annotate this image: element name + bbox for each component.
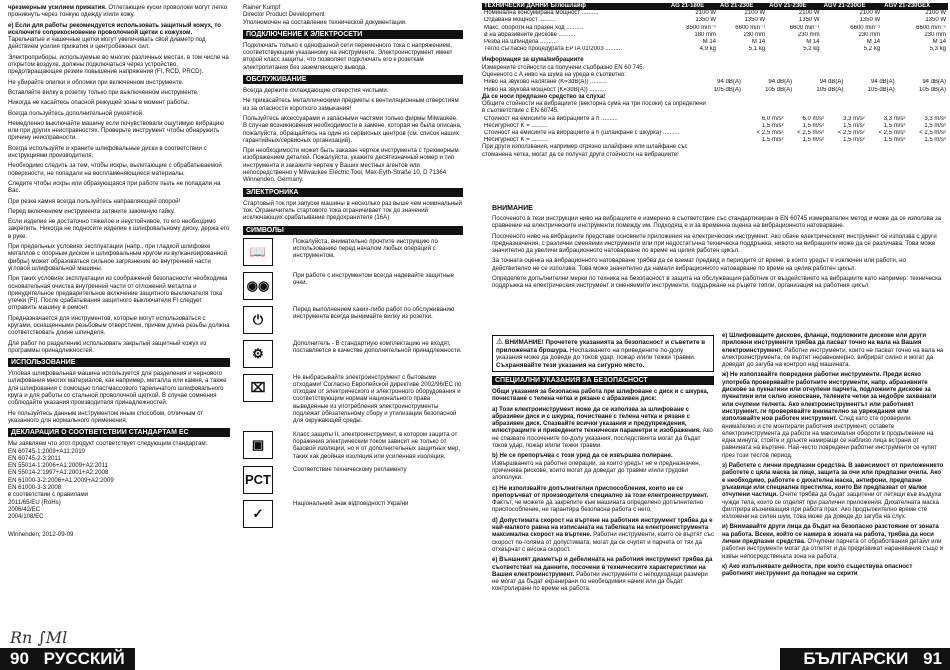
- symbol-description: Соответствие техническому регламенту: [293, 465, 407, 473]
- symbol-row: [243, 272, 463, 300]
- right-col2-paragraph: e) Шлифоващите дискове, фланци, подложните дискове или други приложни инструменти трябва да пасват точно на вала на Вашия електроинструмент. Работни инструменти, които не пасват точно на вала на електроинструмента, се въртят неравномерно, вибрират силно и могат да доведат до загуба на контрол над машината.: [722, 332, 944, 369]
- symbol-description: Класс защиты II, электроинструмент, в котором защита от поражения электрическим током зависит не только от базовой изоляции, но и от дополнительных защитных мер, таких как двойная изоляция или усиленная изоляция.: [293, 430, 461, 460]
- right-page-number: 91: [923, 649, 942, 668]
- right-column-1: [492, 202, 946, 332]
- class-two-icon: ▣: [243, 431, 273, 459]
- row-value: 2100 W: [798, 10, 820, 17]
- row-value: < 2,5 m/s²: [756, 130, 784, 137]
- right-col1b-paragraph: d) Допустимата скорост на въртене на работния инструмент трябва да е най-малкото равна на изписаната на табелката на електроинструмента максимална скорост на въртене. Работни инструменти, които се въртят със скорост по-голяма от допустимата, могат да се счупят и парчета от тях да отхвърчат с висока скорост.: [492, 516, 714, 553]
- symbol-description: При работе с инструментом всегда надевайте защитные очки.: [293, 271, 454, 286]
- right-column-1b: [492, 332, 714, 644]
- row-value: 1350 W: [695, 17, 716, 24]
- left-col1-paragraph: Всегда пользуйтесь дополнительной рукояткой.: [8, 109, 144, 117]
- row-value: < 2,5 m/s²: [837, 130, 865, 137]
- left-col1-paragraph: Никогда не касайтесь опасной режущей зоны в момент работы.: [8, 99, 190, 107]
- symbol-row: [243, 500, 463, 528]
- symbol-description: Національний знак відповідності України: [293, 499, 409, 507]
- tech-data-row: [482, 17, 948, 24]
- row-value: 2100 W: [859, 10, 881, 17]
- row-value: 230 mm: [797, 31, 820, 38]
- row-value: 6,0 m/s²: [761, 115, 784, 122]
- vibration-intro: Общите стойности на вибрациите (векторна сума на три посоки) са определени в съответствие с EN 60745.: [482, 101, 706, 115]
- left-page-number: 90: [10, 649, 29, 668]
- right-language-label: БЪЛГАРСКИ: [803, 649, 909, 668]
- tech-data-table: [482, 3, 948, 53]
- right-footer: [780, 648, 950, 670]
- left-page-russian: [0, 0, 470, 670]
- row-value: 1,5 m/s²: [843, 137, 865, 144]
- model-header: AGV 21-230GEX: [882, 3, 948, 10]
- left-col1-paragraph: чрезмерным усилием прижатия. Отлетающие куски проволоки могут легко проникнуть через тонкую одежду и/или кожу.: [8, 4, 228, 19]
- row-value: M 14: [751, 39, 766, 46]
- row-value: 105 dB(A): [867, 86, 895, 93]
- ukraine-mark-icon: ✓: [243, 500, 273, 528]
- left-col2-paragraph: Всегда держите охлаждающие отверстия чистыми.: [243, 87, 389, 95]
- row-value: 94 dB(A): [717, 79, 741, 86]
- row-value: M 14: [866, 39, 881, 46]
- left-col1-paragraph: Вставляйте вилку в розетку только при выключенном инструменте.: [8, 88, 199, 96]
- row-label: Стойност на емисиите на вибрациите a h (шлайфане с шкурка) ..........: [484, 130, 680, 137]
- right-page-bulgarian: [482, 0, 950, 670]
- right-col2-paragraph: з) Работете с лични предпазни средства. В зависимост от приложението работете с цяла маска за лице, защита за очи или предпазни очила. Ако е необходимо, работете с дихателна маска, антифони, предпазни ръкавици или специална престилка, които Ви предпазват от малки отчупени частици. Очите трябва да бъдат защитени от летящи във въздуха чужди тела, които се отделят при различни приложения. Дихателната маска филтрира възникващия при работа прах. Ако продължително време сте изложени на силен шум, това може да доведе до загуба на слух.: [722, 462, 944, 521]
- row-value: 1350 W: [798, 17, 820, 24]
- row-value: 1350 W: [744, 17, 766, 24]
- right-col2-paragraph: к) Ако изпълнявате дейности, при които съществува опасност работният инструмент да попадне на скрити: [722, 562, 913, 578]
- goggles-icon: ◉◉: [243, 272, 273, 300]
- row-value: 230 mm: [924, 31, 946, 38]
- row-value: 2100 W: [925, 10, 946, 17]
- right-col1-paragraph: Посоченото в тези инструкции ниво на вибрациите е измерено в съответствие със стандартизиран в EN 60745 измервателен метод и може да се използва за сравнение на електрическите инструменти помежду им. Подходящ е и за временна оценка на вибрационното натоварване.: [492, 215, 942, 230]
- model-header: AG 21-180E: [669, 3, 718, 10]
- symbol-description: Не выбрасывайте электроинструмент с бытовыми отходами! Согласно Европейской директиве 2002/96/ЕС по отходам от электрического и электронного оборудования и соответствующим нормам национального права выведенные из употребления электроинструменты подлежат обязательному сбору и утилизации безопасной для окружающей среды.: [293, 373, 462, 425]
- row-value: 1,5 m/s²: [843, 122, 865, 129]
- left-col2-paragraph: Пользуйтесь аксессуарами и запасными частями только фирмы Milwaukee. В случае возникновения необходимости в замене, которая не была описана, пожалуйста, обращайтесь на один из сервисных центров (см. список наших гарантийных/сервисных организаций).: [243, 114, 462, 144]
- row-value: < 2,5 m/s²: [919, 130, 946, 137]
- model-header: AGV 21-230GE: [822, 3, 883, 10]
- left-column-1: [8, 4, 230, 644]
- left-col2-paragraph: Не прикасайтесь металлическими предметы к вентиляционным отверстиям из за опасности короткого замыкания!: [243, 97, 459, 112]
- noise-row: [482, 79, 948, 86]
- symbol-row: [243, 431, 463, 460]
- left-col2-paragraph: Rainer Kumpf Director Product Development Уполномочен на составление технической документации.: [243, 4, 407, 26]
- row-value: 1,5 m/s²: [761, 122, 784, 129]
- vibration-row: [482, 116, 948, 123]
- row-value: 8500 min⁻¹: [686, 24, 716, 31]
- special-safety-instructions: [492, 376, 714, 593]
- left-col1-paragraph: Угловая шлифовальная машина используется для разделения и чернового шлифования многих материалов, как например, металла или камня, а также для шлифования с помощью пластмассового тарельчатого шлифовального круга и для работы со стальной проволочной щеткой. В случае сомнения соблюдайте указания производителя принадлежностей.: [8, 370, 227, 407]
- left-language-label: РУССКИЙ: [43, 649, 125, 668]
- row-value: 6,0 m/s²: [802, 115, 825, 122]
- row-value: 2100 W: [695, 10, 716, 17]
- right-col1b-paragraph: Общи указания за безопасна работа при шлифоване с диск и с шкурка, почистване с телена четка и рязане с абразивен диск:: [492, 388, 709, 403]
- symbol-description: Дополнитель - В стандартную комплектацию не входят, поставляется в качестве дополнительной принадлежности.: [293, 339, 462, 354]
- row-value: 5,3 kg: [929, 46, 946, 53]
- row-label: Несигурност K = ..........: [484, 137, 549, 144]
- row-value: 4,9 kg: [699, 46, 716, 53]
- left-col1-paragraph: При предельных условиях эксплуатации (напр., при гладкой шлифовке металлов с опорным диском и шлифовальным кругом из вулканизированной фибры) может образоваться сильное загрязнение во внутренней части угловой шлифовальной машины.: [8, 243, 227, 272]
- symbol-description: Перед выполнением каких-либо работ по обслуживанию инструмента всегда вынимайте вилку из розетки.: [293, 305, 455, 320]
- right-col2-paragraph: и) Внимавайте други лица да бъдат на безопасно разстояние от зоната на работа. Всеки, който се намира в зоната на работа, трябва да носи лични предпазни средства. Отчупени парчета от обработвания детайл или работни инструменти могат да отлетят и да предизвикат наранявания също и извън непосредствената зона на работа.: [722, 523, 944, 560]
- left-col1-paragraph: Перед включением инструмента затяните зажимную гайку.: [8, 207, 175, 215]
- row-value: 1350 W: [925, 17, 946, 24]
- right-col1b-paragraph: b) Не се препоръчва с този уред да се извършва полиране. Извършването на работни операции, за които уредът не е предназначен, причинява рисковe, които могат да доведат до травми и/или трудови злополуки.: [492, 452, 701, 482]
- left-col1-section-heading: ИСПОЛЬЗОВАНИЕ: [8, 358, 230, 367]
- row-value: 1350 W: [859, 17, 881, 24]
- row-label: ø на абразивните дискове ..........: [484, 31, 576, 38]
- symbol-row: [243, 466, 463, 494]
- row-value: < 2,5 m/s²: [878, 130, 906, 137]
- left-col1-paragraph: e) Если для работы рекомендуется использовать защитный кожух, то исключите соприкосновение проволочной щетки с кожухом. Тарельчатые и чашечные щетки могут увеличивать свой диаметр под действием усилия прижатия и центробежных сил.: [8, 21, 222, 51]
- left-col1-paragraph: Необходимо следить за тем, чтобы искры, вылетающие с обрабатываемой поверхности, не попадали на воспламеняющиеся материалы.: [8, 162, 222, 177]
- safety-warning-text: ВНИМАНИЕ! Прочетете указанията за безопасност и съветите в приложената брошура. Неспазването на приведените по-долу указания може да доведе до токов удар, пожар и/или тежки травми. Съхранявайте тези указания на сигурно място.: [496, 339, 706, 369]
- model-header: AGV 21-230E: [767, 3, 821, 10]
- left-col1-paragraph: Предназначается для инструментов, которые могут использоваться с кругами, оснащенными резьбовым отверстием, причем длина резьбы должна соответствовать длине шпинделя.: [8, 314, 230, 337]
- left-col2-section-heading: ПОДКЛЮЧЕНИЕ К ЭЛЕКТРОСЕТИ: [243, 30, 463, 39]
- row-value: 94 dB(A): [922, 79, 946, 86]
- row-value: 6600 min⁻¹: [850, 24, 881, 31]
- right-col1-subheading: ВНИМАНИЕ: [492, 205, 533, 212]
- signature: Rn ∫Ml: [10, 628, 68, 647]
- right-col1b-paragraph: a) Този електроинструмент може да се използва за шлифоване с абразивен диск и с шкурка, почистване с телена четка и рязане с абразивен диск. Спазвайте всички указания и предупреждения, илюстрациите и приведените технически параметри и изображения. Ако не спазвате посочените по-долу указания, последствията могат да бъдат токов удар, пожар и/или тежки травми.: [492, 405, 713, 450]
- left-col1-paragraph: Не пользуйтесь данным инструментом иным способом, отличным от указанного для нормального применения.: [8, 409, 204, 424]
- tech-data-row: [482, 39, 948, 46]
- row-value: 1,5 m/s²: [883, 122, 906, 129]
- row-label: Макс. обороти на празен ход ..........: [484, 24, 583, 31]
- vibration-note: При други използвания, например отрязно шлайфане или шлайфане със стоманена четка, могат да се получат други стойности на вибрациите!: [482, 144, 688, 158]
- tech-data-block: [482, 3, 948, 203]
- eac-mark-icon: PCT: [243, 466, 273, 494]
- row-value: 1,5 m/s²: [924, 137, 946, 144]
- unplug-icon: ⏻: [243, 306, 273, 334]
- row-value: 1,5 m/s²: [924, 122, 946, 129]
- right-col1b-paragraph: e) Външният диаметър и дебелината на работния инструмент трябва да съответстват на данните, посочени в техническите характеристики на Вашия електроинструмент. Работни инструменти с неподходящи размери не могат да бъдат екранирани по необходимия начин или да бъдат контролирани по време на работа.: [492, 556, 713, 593]
- left-col2-paragraph: Подключать только к однофазной сети переменного тока с напряжением, соответствующим указанному на инструменте. Электроинструмент имеет второй класс защиты, что позволяет подключать его к розеткам электропитания без заземляющего вывода.: [243, 41, 453, 71]
- row-value: 3,3 m/s²: [883, 115, 906, 122]
- left-col2-section-heading: ОБСЛУЖИВАНИЕ: [243, 75, 463, 84]
- left-col1-paragraph: Если изделие не достаточно тяжелое и неустойчивое, то его необходимо закрепить. Никогда не подносите изделие к шлифовальному диску, держа его в руке.: [8, 218, 230, 240]
- symbol-row: [243, 306, 463, 334]
- row-value: 94 dB(A): [768, 79, 793, 86]
- row-value: 105 dB(A): [816, 86, 844, 93]
- noise-intro: Измерените стойности са получени съобразно EN 60 745.: [482, 64, 645, 71]
- left-column-2: [243, 4, 463, 644]
- row-value: 94 dB(A): [819, 79, 844, 86]
- right-column-2: [722, 332, 944, 644]
- left-col1-paragraph: Электроприборы, используемые во многих различных местах, в том числе на открытом воздухе, должны подключаться через устройство, предотвращающее резкие повышение напряжения (FI, RCD, PRCD).: [8, 53, 229, 76]
- left-column-2-text: [243, 4, 463, 235]
- row-value: 6600 min⁻¹: [789, 24, 820, 31]
- vibration-row: [482, 130, 948, 137]
- row-value: M 14: [806, 39, 820, 46]
- ear-protection-note: Да се носи предпазно средство за слуха!: [482, 93, 606, 100]
- row-value: 105 dB(A): [765, 86, 793, 93]
- warning-icon: ⚠: [496, 337, 504, 346]
- row-value: 5,2 kg: [803, 46, 820, 53]
- noise-table: [482, 79, 948, 93]
- row-value: 1,5 m/s²: [883, 137, 906, 144]
- left-col1-section-heading: ДЕКЛАРАЦИЯ О СООТВЕТСТВИИ СТАНДАРТАМ ЕС: [8, 428, 230, 437]
- right-col2-paragraph: ж) Не използвайте повредени работни инструменти. Преди всяко употреба проверявайте работните инструменти, напр. абразивните дискове за пукнатини или отчупени парчета, подложните дискове за пукнатини или силно износване, телените четки за недобре захванати или счупени телчета. Ако електроинструментът или работният инструмент, ги проверявайте внимателно за увреждания или използвайте нов работен инструмент. След като сте проверили внимателно и сте монтирали работния инструмент, оставете електроинструмента да работи на максимални обороти в продължение на една минута; стойте и дръжте намиращи се наблизо лица встрани от равнината на въртене. Най-често повредени работни инструменти се чупят през този тестов период.: [722, 371, 937, 459]
- left-col2-paragraph: При необходимости может быть заказан чертеж инструмента с трехмерным изображением деталей. Пожалуйста, укажите десятизначный номер и тип инструмента и закажите чертеж у Ваших местных агентов или непосредственно у Milwaukee Electric Tool, Max-Eyth-Straße 10, D 71364 Winnenden, Germany.: [243, 147, 459, 184]
- model-header: AG 21-230E: [718, 3, 767, 10]
- left-col1-paragraph: Мы заявляем что этот продукт соответствует следующим стандартам: EN 60745-1:2009+A11:2010 EN 60745-2-3:2011 EN 55014-1:2006+A1:2009+A2:2011 EN 55014-2:1997+A1:2001+A2:2008 EN 61000-3-2:2006+A1:2009+A2:2009 EN 61000-3-3:2008 в соответствии с правилами 2011/65/EU (RoHs) 2006/42/EC 2004/108/EC: [8, 440, 208, 521]
- right-col1-paragraph: За точната оценка на вибрационното натоварване трябва да се вземат предвид и периодите от време, в които уредът е изключен или работи, но действително не се използва. Това може значително да намали вибрационното натоварване по време на целия работен цикъл.: [492, 257, 906, 272]
- left-col2-section-heading: ЭЛЕКТРОНИКА: [243, 188, 463, 197]
- row-value: 1,5 m/s²: [802, 137, 825, 144]
- symbols-list: [243, 238, 463, 528]
- row-value: 6600 min⁻¹: [916, 24, 946, 31]
- symbol-description: Пожалуйста, внимательно прочтите инструкцию по использованию перед началом любых операций с инструментом.: [293, 237, 438, 260]
- row-label: Несигурност K = ..........: [484, 122, 549, 129]
- row-value: 230 mm: [858, 31, 881, 38]
- left-col1-paragraph: Winnenden, 2012-09-09: [8, 530, 74, 538]
- row-label: Ниво на звукова мощност (K=3dB(A)) ..........: [484, 86, 607, 93]
- tech-data-header: [482, 3, 948, 10]
- left-col1-paragraph: Не убирайте опилки и обломки при включенном инструменте.: [8, 78, 184, 86]
- noise-title: Информация за шума/вибрациите: [482, 57, 584, 64]
- left-col1-paragraph: Следите чтобы искры или образующаяся при работе пыль не попадали на Вас.: [8, 179, 221, 195]
- noise-intro2: Оцененото с А ниво на шума на уреда е съответно:: [482, 72, 626, 79]
- row-value: 5,1 kg: [748, 46, 766, 53]
- row-value: 3,3 m/s²: [924, 115, 946, 122]
- tech-data-title: ТЕХНИЧЕСКИ ДАННИ Ъглошлайф: [482, 3, 669, 10]
- row-value: < 2,5 m/s²: [797, 130, 825, 137]
- left-col1-paragraph: При таких условиях эксплуатации из соображений безопасности необходима основательная очистка внутренней части от отложений металла и принудительное предварительное включение защитного выключателя тока утечки (FI). После срабатывания защитного выключателя FI следует отправить машину в ремонт.: [8, 275, 228, 312]
- row-value: M 14: [702, 39, 716, 46]
- row-value: 180 mm: [694, 31, 716, 38]
- row-value: 3,3 m/s²: [843, 115, 865, 122]
- right-col1-paragraph: Посоченото ниво на вибрациите представя основните приложения на електрическия инструмент. Ако обаче електрическият инструмент се използва с други предназначения, с различни сменяеми инструменти или при недостатъчна техническа поддръжка, нивото на вибрациите може да се различава. Това може значително да увеличи вибрационното натоварване по време на целия работен цикъл.: [492, 232, 937, 255]
- row-label: Тегло съгласно процедурата EPTA 01/2003 ..........: [484, 46, 622, 53]
- row-value: M 14: [932, 39, 946, 46]
- row-label: Стойност на емисиите на вибрациите a h ..........: [484, 115, 618, 122]
- tech-data-row: [482, 46, 948, 53]
- left-col1-paragraph: Всегда используйте и храните шлифовальные диски в соответствии с инструкциями производителя.: [8, 144, 207, 160]
- row-value: 5,2 kg: [863, 46, 881, 53]
- row-value: 105 dB(A): [918, 86, 946, 93]
- row-value: 230 mm: [743, 31, 766, 38]
- row-value: 6600 min⁻¹: [735, 24, 766, 31]
- row-value: 1,5 m/s²: [802, 122, 825, 129]
- vibration-row: [482, 123, 948, 130]
- left-col2-paragraph: Стартовый ток при запуске машины в несколько раз выше чем номинальный ток. Ограничитель стартового тока ограничивает ток до значений исключающих срабатывание предохранителя (16А): [243, 199, 462, 222]
- safety-warning-box: [492, 335, 714, 372]
- tech-data-row: [482, 32, 948, 39]
- symbol-row: [243, 374, 463, 425]
- left-col1-paragraph: При резке камня всегда пользуйтесь направляющей опорой!: [8, 197, 181, 205]
- right-col1-paragraph: Определете допълнителни мерки по техника на безопасност в защита на обслужващия работник от въздействието на вибрациите като например: техническа поддръжка на електрическия инструмент и сменяемите инструменти, поддържане на ръцете топли, организация на работния цикъл.: [492, 275, 942, 290]
- symbol-row: [243, 238, 463, 266]
- weee-bin-icon: ⌧: [243, 374, 273, 402]
- symbol-row: [243, 340, 463, 368]
- row-value: 94 dB(A): [870, 79, 895, 86]
- vibration-table: [482, 116, 948, 145]
- row-value: 1,5 m/s²: [761, 137, 784, 144]
- row-label: Ниво на звуково налягане (K=3dB(A)) ..........: [484, 79, 607, 86]
- row-value: 105 dB(A): [713, 86, 741, 93]
- row-value: 2100 W: [744, 10, 766, 17]
- right-col1b-paragraph: c) Не използвайте допълнителни приспособления, които не се препоръчват от производителя специално за този електроинструмент. Фактът, че можете да закрепите към машината определено допълнително приспособление, не гарантира безопасна работа с него.: [492, 484, 709, 514]
- row-label: Отдавана мощност ..........: [484, 17, 556, 24]
- tech-data-row: [482, 10, 948, 17]
- row-label: Резба на шпиндела ..........: [484, 39, 557, 46]
- row-label: Номинална консумирана мощност ..........: [484, 10, 599, 17]
- left-col1-paragraph: Для работ по разделению использовать закрытый защитный кожух из программы принадлежностей.: [8, 339, 207, 354]
- tech-data-row: [482, 25, 948, 32]
- right-col1b-section-heading: СПЕЦИАЛНИ УКАЗАНИЯ ЗА БЕЗОПАСНОСТ: [492, 376, 714, 385]
- left-col2-section-heading: СИМВОЛЫ: [243, 226, 463, 235]
- left-footer: [0, 648, 135, 670]
- noise-row: [482, 87, 948, 94]
- left-col1-paragraph: Немедленно выключайте машину если почувствовали ощутимую вибрацию или при других неисправностях. Проверьте инструмент чтобы обнаружить причину неисправности.: [8, 119, 224, 142]
- manual-book-icon: 📖: [243, 238, 273, 266]
- accessory-icon: ⚙: [243, 340, 273, 368]
